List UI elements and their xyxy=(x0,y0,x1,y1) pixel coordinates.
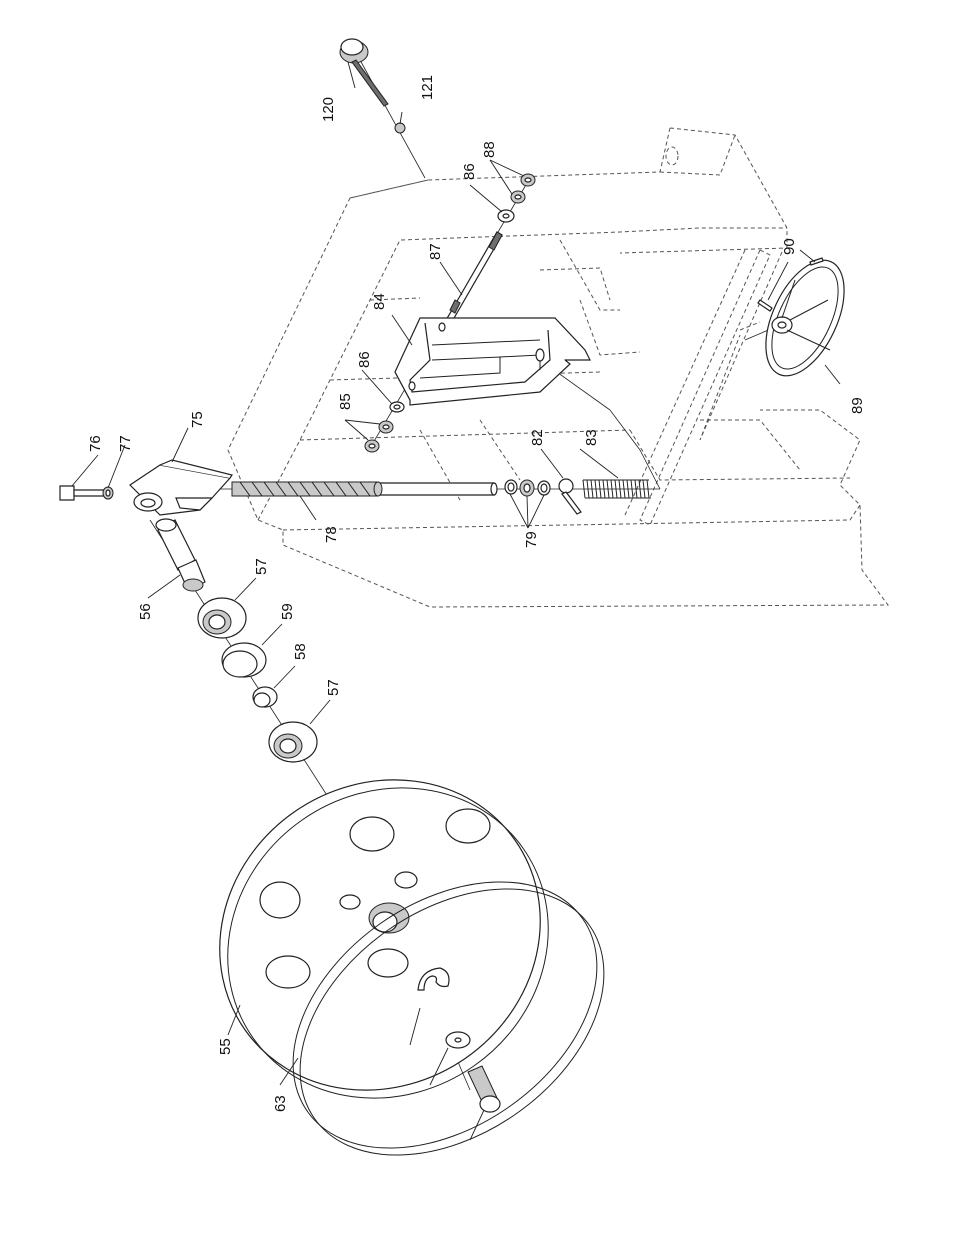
callout-85: 85 xyxy=(337,393,354,410)
callout-121: 121 xyxy=(419,74,436,100)
callout-59: 59 xyxy=(279,603,296,620)
callout-120: 120 xyxy=(320,96,337,122)
knob-rod-assembly xyxy=(340,39,405,133)
callout-84: 84 xyxy=(371,293,388,310)
callout-76: 76 xyxy=(87,435,104,452)
callout-58: 58 xyxy=(292,643,309,660)
bolt-part-76 xyxy=(60,486,104,500)
threaded-shaft-part-78 xyxy=(232,482,497,496)
housing-part-59 xyxy=(222,643,266,677)
callout-88: 88 xyxy=(481,141,498,158)
callout-89: 89 xyxy=(849,397,866,414)
spacer-part-58 xyxy=(253,687,277,707)
callout-55: 55 xyxy=(217,1038,234,1055)
washer-part-86-top xyxy=(498,210,514,222)
callout-87: 87 xyxy=(427,243,444,260)
clevis-part-75 xyxy=(130,460,232,515)
left-fastener-assembly xyxy=(365,402,404,452)
callout-57-bottom: 57 xyxy=(325,679,342,696)
nut-part-85-a xyxy=(379,421,393,433)
callout-86-top: 86 xyxy=(461,163,478,180)
knob-part-120 xyxy=(340,39,388,106)
ring-set-part-79 xyxy=(505,480,550,496)
callout-63: 63 xyxy=(272,1095,289,1112)
callout-86-bottom: 86 xyxy=(356,351,373,368)
nut-part-85-b xyxy=(365,440,379,452)
callout-78: 78 xyxy=(323,526,340,543)
shaft-assembly xyxy=(232,479,651,514)
axle-bearing-assembly xyxy=(156,519,317,762)
callout-83: 83 xyxy=(583,429,600,446)
handwheel-part-89 xyxy=(750,248,860,387)
callout-57-top: 57 xyxy=(253,558,270,575)
callout-82: 82 xyxy=(529,429,546,446)
clevis-assembly xyxy=(60,460,232,515)
callout-79: 79 xyxy=(523,531,540,548)
callout-75: 75 xyxy=(189,411,206,428)
nut-part-88-a xyxy=(511,191,525,203)
bearing-part-57-bottom xyxy=(269,722,317,762)
nut-part-121 xyxy=(395,123,405,133)
callout-90: 90 xyxy=(781,238,798,255)
callout-56: 56 xyxy=(137,603,154,620)
axle-part-56 xyxy=(156,519,205,591)
bracket-part-84 xyxy=(395,318,590,405)
pin-part-82 xyxy=(559,479,581,514)
callout-77: 77 xyxy=(117,435,134,452)
stud-assembly xyxy=(445,174,535,325)
washer-part-77 xyxy=(103,487,113,499)
bearing-part-57-top xyxy=(198,598,246,638)
